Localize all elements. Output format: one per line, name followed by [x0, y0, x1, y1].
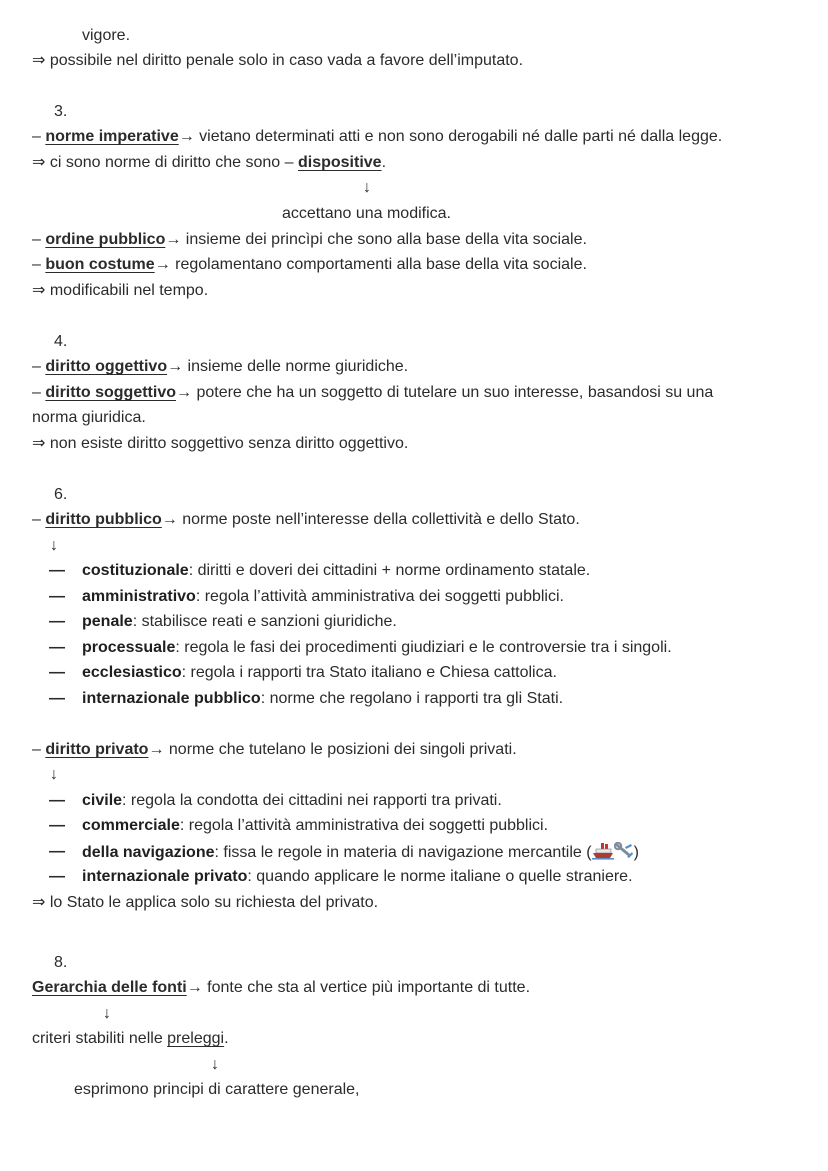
definition: → regolamentano comportamenti alla base della vita sociale. — [154, 256, 587, 273]
ship-icon — [592, 842, 614, 866]
definition: → insieme dei princìpi che sono alla base della vita sociale. — [165, 231, 587, 248]
term-diritto-pubblico: diritto pubblico — [45, 511, 162, 528]
definition: → fonte che sta al vertice più importante di tutte. — [186, 979, 531, 996]
bullet-dash: — — [49, 664, 65, 681]
list-desc: : diritti e doveri dei cittadini + norme ordinamento statale. — [188, 562, 591, 579]
down-arrow-icon: ↓ — [103, 1005, 111, 1022]
text-line — [32, 357, 408, 377]
list-desc: : stabilisce reati e sanzioni giuridiche. — [132, 613, 397, 630]
bullet-dash: — — [49, 817, 65, 834]
list-term: della navigazione — [82, 844, 215, 861]
text-suffix: . — [224, 1030, 229, 1047]
list-term: amministrativo — [82, 588, 196, 605]
text-line: esprimono principi di carattere generale, — [74, 1081, 360, 1098]
down-arrow-icon: ↓ — [50, 537, 58, 554]
term-norme-imperative: norme imperative — [45, 128, 179, 145]
list-desc: : regola l’attività amministrativa dei soggetti pubblici. — [195, 588, 564, 605]
bullet-dash: — — [49, 843, 65, 860]
wrench-icon — [614, 842, 634, 866]
text-line — [32, 978, 530, 998]
term-diritto-privato: diritto privato — [45, 741, 149, 758]
down-arrow-icon: ↓ — [211, 1056, 219, 1073]
dash-prefix: – — [32, 384, 46, 401]
dash-prefix: – — [32, 511, 46, 528]
list-desc: : regola le fasi dei procedimenti giudiziari e le controversie tra i singoli. — [175, 639, 672, 656]
dash-prefix: – — [32, 128, 46, 145]
text-prefix: ⇒ ci sono norme di diritto che sono – — [32, 154, 298, 171]
list-desc: : quando applicare le norme italiane o quelle straniere. — [247, 868, 633, 885]
text-line — [32, 383, 713, 403]
bullet-dash: — — [49, 562, 65, 579]
text-line — [32, 127, 722, 147]
definition: → norme che tutelano le posizioni dei singoli privati. — [148, 741, 517, 758]
definition: → insieme delle norme giuridiche. — [167, 358, 409, 375]
definition: → norme poste nell’interesse della collettività e dello Stato. — [161, 511, 580, 528]
text-line: accettano una modifica. — [282, 205, 451, 222]
list-desc: : regola la condotta dei cittadini nei rapporti tra privati. — [122, 792, 502, 809]
list-term: costituzionale — [82, 562, 189, 579]
bullet-dash: — — [49, 613, 65, 630]
section-number: 4. — [54, 333, 68, 350]
term-preleggi: preleggi — [167, 1030, 225, 1047]
text-prefix: criteri stabiliti nelle — [32, 1030, 168, 1047]
text-line — [32, 230, 587, 250]
text-line — [32, 740, 517, 760]
dash-prefix: – — [32, 231, 46, 248]
term-dispositive: dispositive — [297, 154, 382, 171]
list-desc: : regola l’attività amministrativa dei soggetti pubblici. — [179, 817, 549, 834]
dash-prefix: – — [32, 741, 46, 758]
text-line: norma giuridica. — [32, 409, 146, 426]
list-term: commerciale — [82, 817, 180, 834]
down-arrow-icon: ↓ — [50, 766, 58, 783]
down-arrow-icon: ↓ — [363, 179, 371, 196]
term-diritto-oggettivo: diritto oggettivo — [45, 358, 168, 375]
list-desc: ) — [633, 844, 639, 861]
term-ordine-pubblico: ordine pubblico — [45, 231, 166, 248]
section-number: 8. — [54, 954, 68, 971]
list-term: internazionale privato — [82, 868, 248, 885]
dash-prefix: – — [32, 256, 46, 273]
text-line — [32, 1029, 229, 1049]
bullet-dash: — — [49, 588, 65, 605]
section-number: 3. — [54, 103, 68, 120]
definition: → vietano determinati atti e non sono derogabili né dalle parti né dalla legge. — [178, 128, 723, 145]
text-line — [32, 510, 580, 530]
text-line — [32, 153, 386, 173]
bullet-dash: — — [49, 868, 65, 885]
term-gerarchia-delle-fonti: Gerarchia delle fonti — [32, 979, 187, 996]
section-number: 6. — [54, 486, 68, 503]
term-diritto-soggettivo: diritto soggettivo — [45, 384, 176, 401]
bullet-dash: — — [49, 639, 65, 656]
list-term: civile — [82, 792, 123, 809]
term-buon-costume: buon costume — [45, 256, 155, 273]
text-line: ⇒ non esiste diritto soggettivo senza diritto oggettivo. — [32, 435, 409, 452]
text-line: ⇒ possibile nel diritto penale solo in caso vada a favore dell’imputato. — [32, 52, 524, 69]
dash-prefix: – — [32, 358, 46, 375]
list-term: penale — [82, 613, 133, 630]
list-desc: : norme che regolano i rapporti tra gli Stati. — [260, 690, 564, 707]
definition: → potere che ha un soggetto di tutelare un suo interesse, basandosi su una — [176, 384, 714, 401]
text-line: vigore. — [82, 27, 131, 44]
bullet-dash: — — [49, 792, 65, 809]
text-suffix: . — [381, 154, 387, 171]
list-term: processuale — [82, 639, 176, 656]
list-term: ecclesiastico — [82, 664, 182, 681]
list-desc: : regola i rapporti tra Stato italiano e Chiesa cattolica. — [181, 664, 557, 681]
text-line: ⇒ modificabili nel tempo. — [32, 282, 209, 299]
list-term: internazionale pubblico — [82, 690, 261, 707]
text-line: ⇒ lo Stato le applica solo su richiesta del privato. — [32, 894, 379, 911]
bullet-dash: — — [49, 690, 65, 707]
list-desc: : fissa le regole in materia di navigazione mercantile ( — [214, 844, 592, 861]
text-line — [32, 255, 587, 275]
